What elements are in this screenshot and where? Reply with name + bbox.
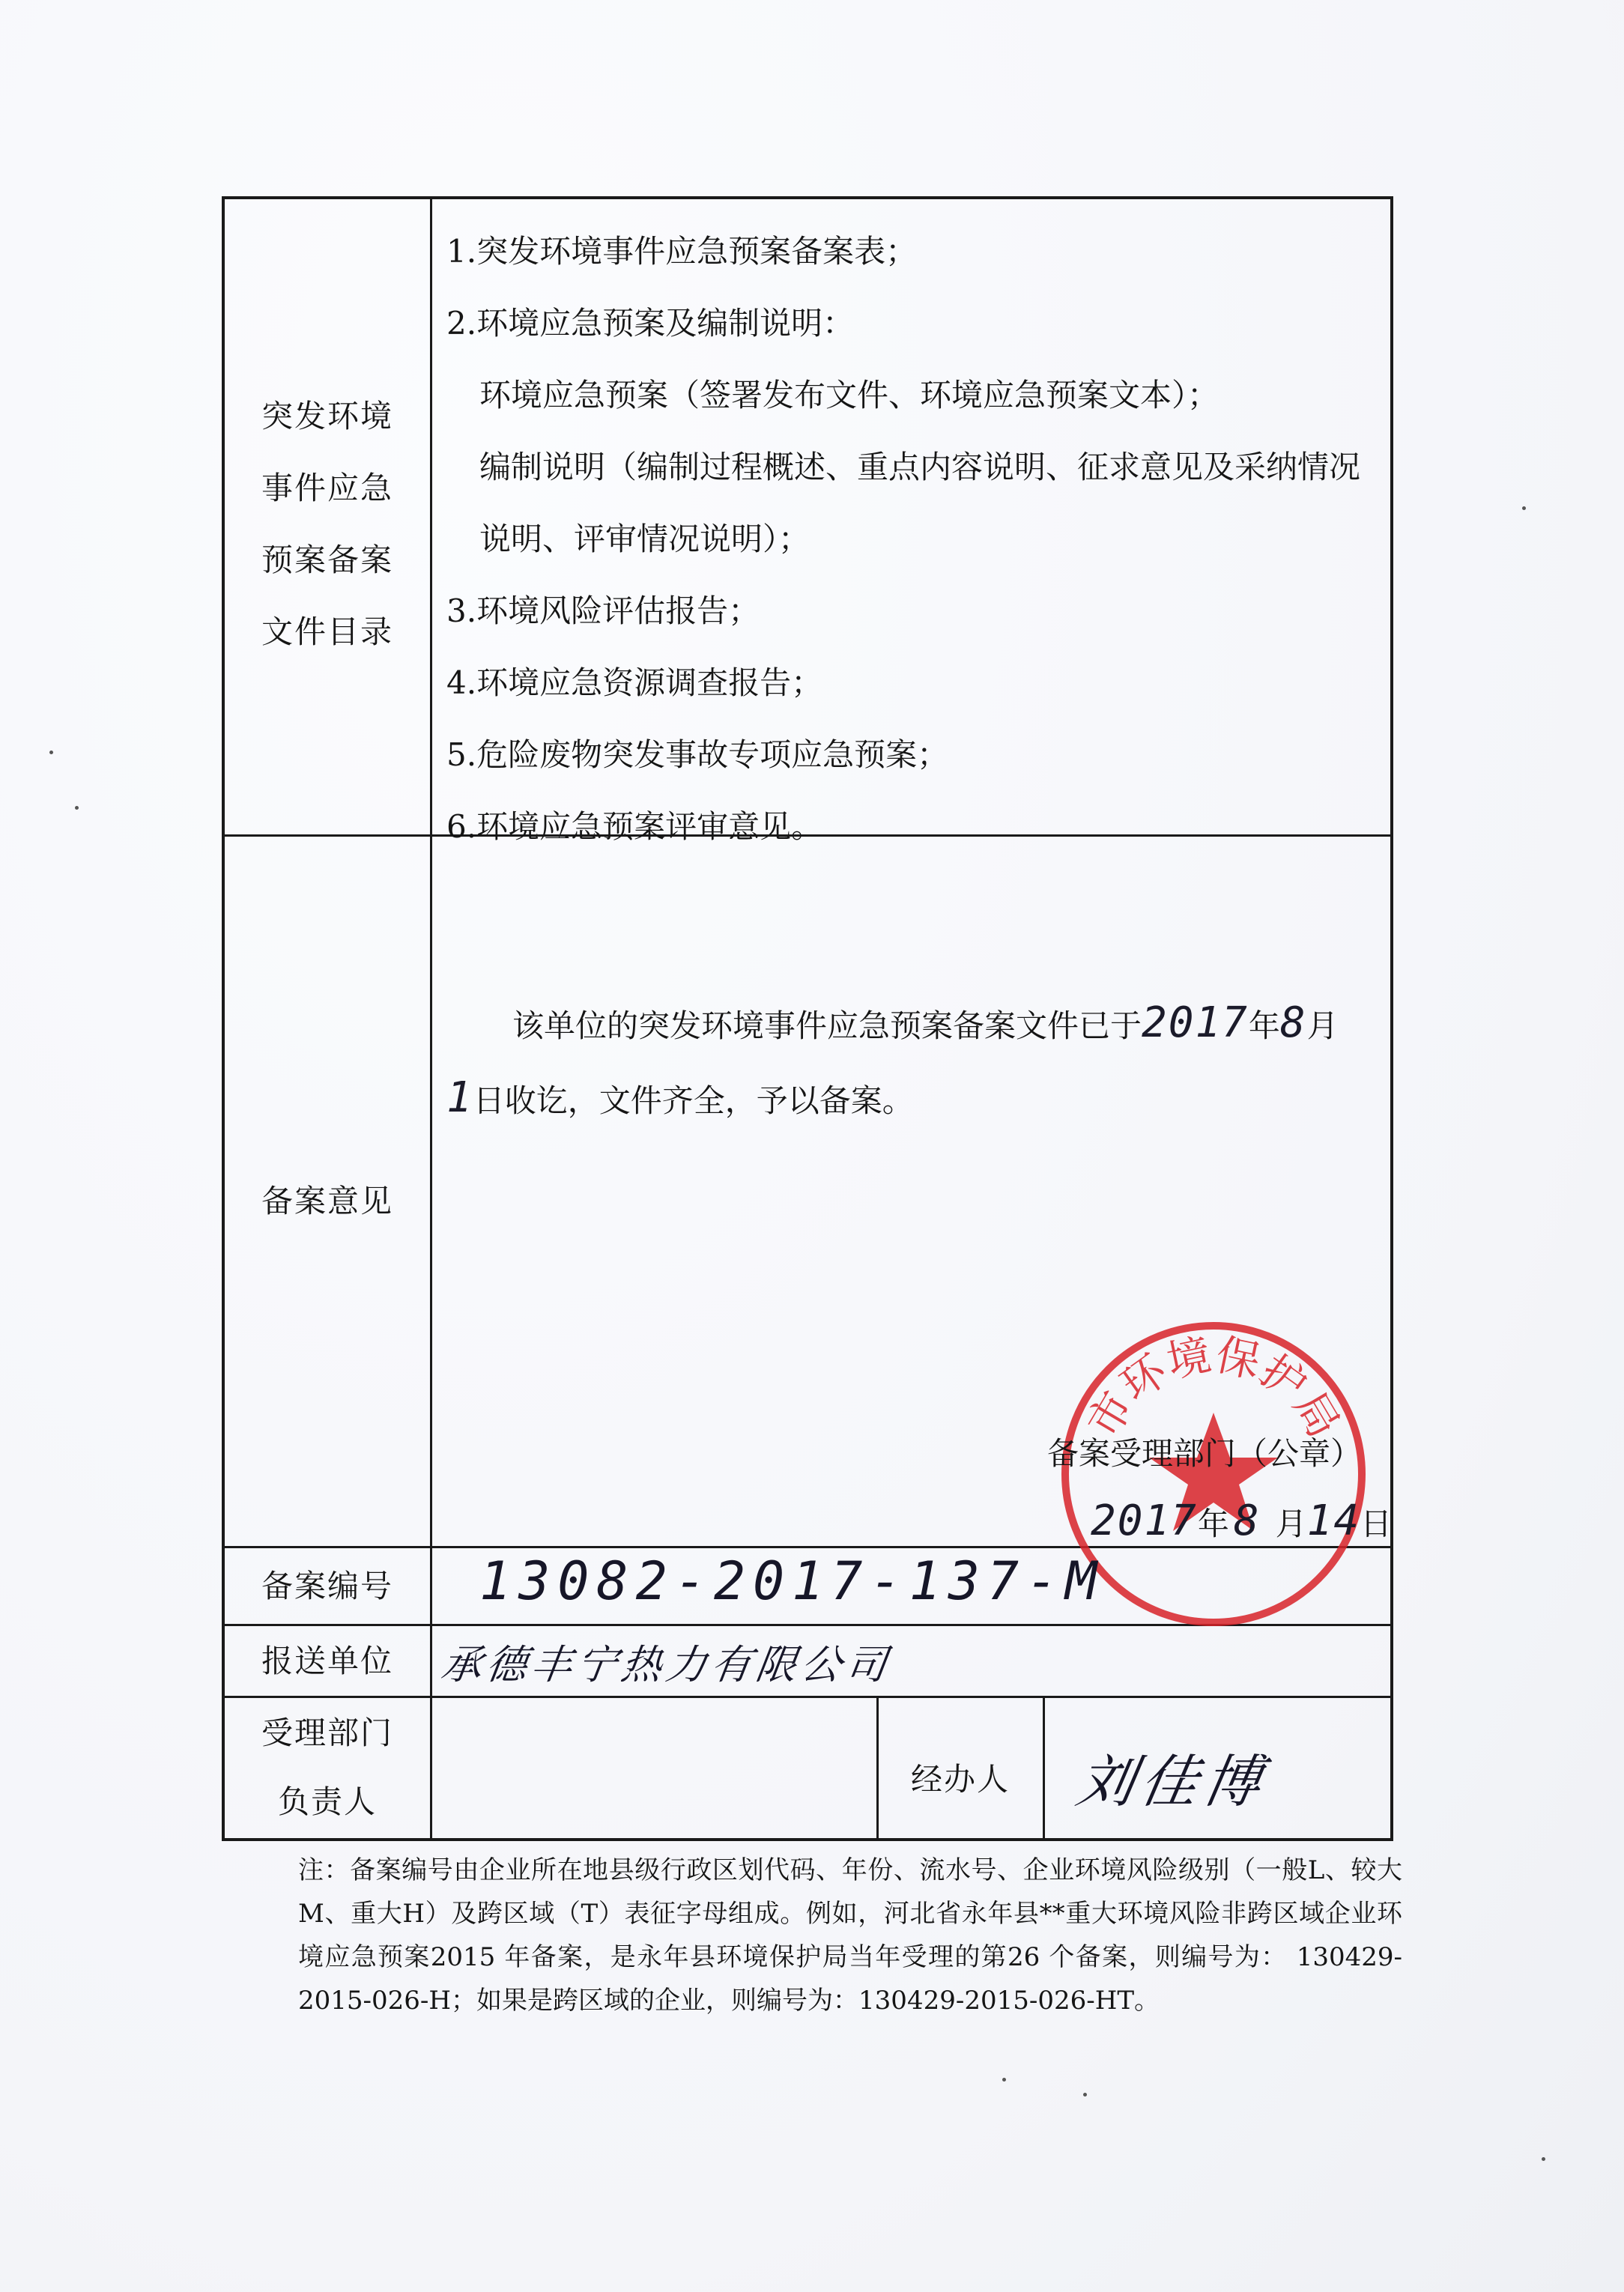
directory-label-line: 事件应急 bbox=[261, 470, 393, 506]
scan-speck bbox=[49, 751, 53, 754]
footnote-text: 注：备案编号由企业所在地县级行政区划代码、年份、流水号、企业环境风险级别（一般L、较大M、重大H）及跨区域（T）表征字母组成。例如，河北省永年县**重大环境风险非跨区域企业环境应急预案2015 年备案，是永年县环境保护局当年受理的第26 个备案，则编号为： 130429-2015-026-H；如果是跨区域的企业，则编号为：130429-2015-026-HT。 bbox=[298, 1855, 1402, 2016]
directory-item: 6.环境应急预案评审意见。 bbox=[446, 808, 823, 845]
footnote bbox=[234, 1849, 1402, 2022]
record-no-value: 13082-2017-137-M bbox=[479, 1550, 1105, 1612]
scan-speck bbox=[1002, 2078, 1006, 2082]
directory-item: 2.环境应急预案及编制说明： bbox=[446, 305, 855, 342]
dept-head-label-line: 负责人 bbox=[277, 1783, 377, 1820]
seal-text: 市环境保护局 bbox=[1078, 1330, 1349, 1446]
handwritten-sign-day: 14 bbox=[1306, 1497, 1361, 1545]
sign-date bbox=[1091, 1497, 1392, 1545]
handler-label: 经办人 bbox=[910, 1761, 1010, 1798]
dept-head-label bbox=[225, 1699, 430, 1837]
directory-item: 3.环境风险评估报告； bbox=[446, 592, 760, 629]
directory-item: 5.危险废物突发事故专项应急预案； bbox=[446, 736, 949, 773]
opinion-line-1 bbox=[446, 987, 1383, 1062]
column-divider bbox=[430, 199, 432, 1838]
directory-item: 1.突发环境事件应急预案备案表； bbox=[446, 233, 918, 270]
last-row-divider-2 bbox=[1043, 1697, 1045, 1838]
year-char: 年 bbox=[1248, 1007, 1280, 1044]
directory-item: 编制说明（编制过程概述、重点内容说明、征求意见及采纳情况说明、评审情况说明）； bbox=[479, 449, 1361, 557]
handwritten-sign-month: 8 bbox=[1233, 1497, 1261, 1545]
sign-day-char: 日 bbox=[1360, 1506, 1393, 1542]
submit-unit-value: 承德丰宁热力有限公司 bbox=[438, 1641, 894, 1688]
scan-speck bbox=[75, 806, 79, 810]
opinion-line-2 bbox=[446, 1062, 1383, 1137]
sign-month-char: 月 bbox=[1275, 1506, 1307, 1542]
opinion-label: 备案意见 bbox=[261, 1183, 393, 1219]
month-char: 月 bbox=[1306, 1007, 1339, 1044]
handler-signature: 刘佳博 bbox=[1072, 1748, 1273, 1815]
directory-label-line: 突发环境 bbox=[261, 398, 393, 434]
scan-speck bbox=[1083, 2093, 1087, 2097]
scan-speck bbox=[1542, 2157, 1545, 2161]
sign-year-char: 年 bbox=[1197, 1506, 1229, 1542]
handwritten-day: 1 bbox=[446, 1073, 473, 1122]
handwritten-month: 8 bbox=[1279, 998, 1307, 1047]
opinion-text bbox=[446, 987, 1383, 1137]
handwritten-year: 2017 bbox=[1142, 998, 1249, 1047]
opinion-text-a: 该单位的突发环境事件应急预案备案文件已于 bbox=[512, 1007, 1142, 1044]
directory-list bbox=[446, 216, 1383, 863]
record-no-label: 备案编号 bbox=[261, 1568, 393, 1604]
directory-label-line: 预案备案 bbox=[261, 542, 393, 578]
directory-item: 环境应急预案（签署发布文件、环境应急预案文本）； bbox=[479, 377, 1219, 413]
directory-label-line: 文件目录 bbox=[261, 613, 393, 650]
scan-speck bbox=[1522, 506, 1526, 510]
submit-unit-label: 报送单位 bbox=[261, 1643, 393, 1679]
dept-head-label-line: 受理部门 bbox=[261, 1715, 393, 1751]
dept-seal-label: 备案受理部门（公章） bbox=[1047, 1435, 1363, 1472]
handwritten-sign-year: 2017 bbox=[1091, 1497, 1198, 1545]
row-divider-submit-unit bbox=[225, 1696, 1390, 1698]
opinion-text-b: 日收讫，文件齐全，予以备案。 bbox=[473, 1082, 914, 1119]
directory-label bbox=[225, 381, 430, 668]
directory-item: 4.环境应急资源调查报告； bbox=[446, 664, 823, 701]
